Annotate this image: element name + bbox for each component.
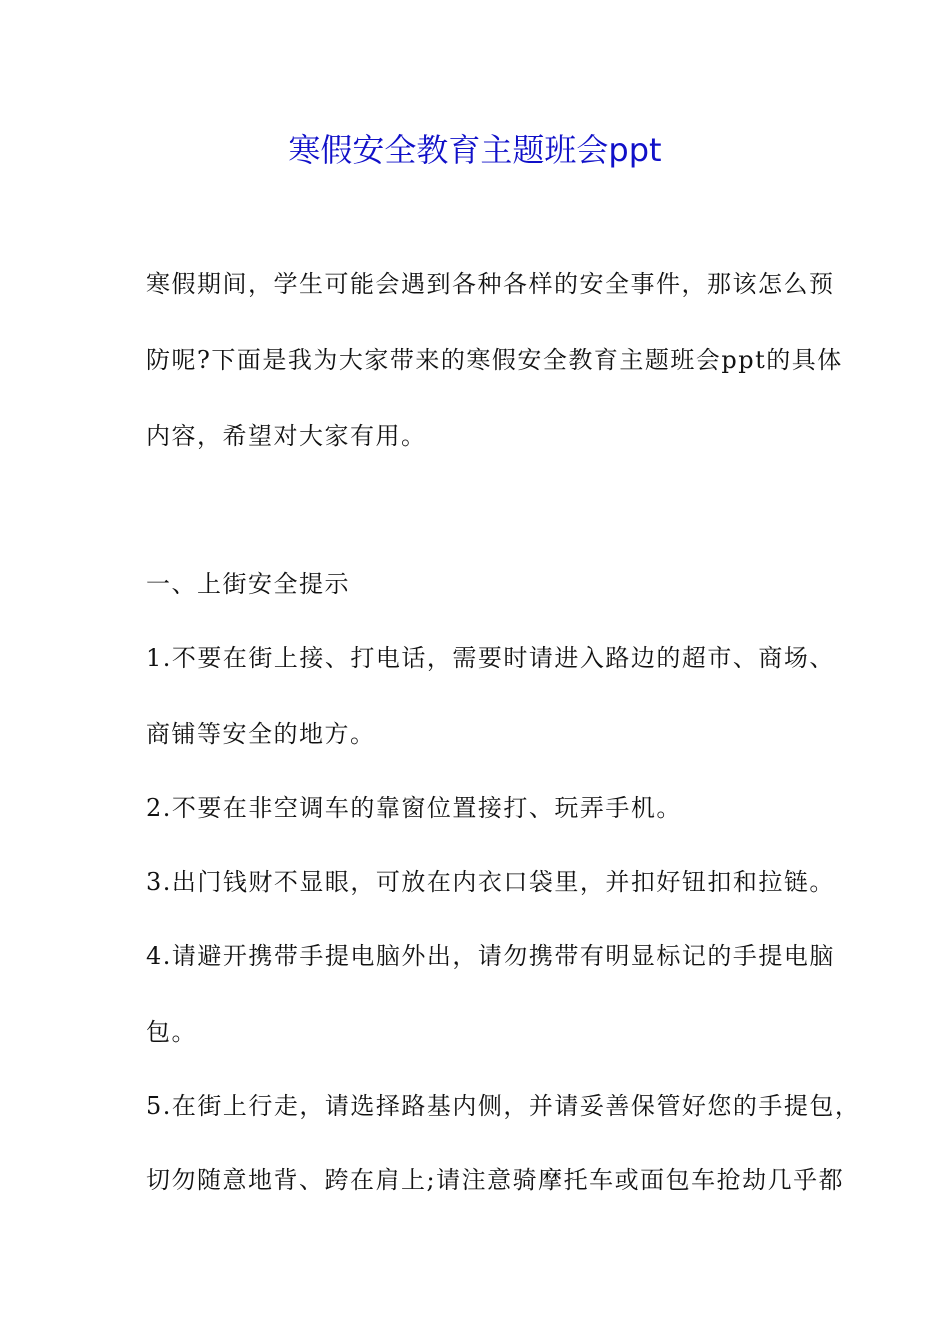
intro-line-2: 防呢?下面是我为大家带来的寒假安全教育主题班会ppt的具体 bbox=[146, 346, 843, 374]
tip-5-line-1: 5.在街上行走，请选择路基内侧，并请妥善保管好您的手提包， bbox=[146, 1092, 861, 1120]
tip-1-line-2: 商铺等安全的地方。 bbox=[146, 720, 376, 748]
intro-line-1: 寒假期间，学生可能会遇到各种各样的安全事件，那该怎么预 bbox=[146, 270, 835, 298]
tip-1-line-1: 1.不要在街上接、打电话，需要时请进入路边的超市、商场、 bbox=[146, 644, 835, 672]
tip-5-line-2: 切勿随意地背、跨在肩上;请注意骑摩托车或面包车抢劫几乎都 bbox=[146, 1166, 845, 1194]
tip-4-line-1: 4.请避开携带手提电脑外出，请勿携带有明显标记的手提电脑 bbox=[146, 942, 835, 970]
intro-line-3: 内容，希望对大家有用。 bbox=[146, 422, 427, 450]
tip-2: 2.不要在非空调车的靠窗位置接打、玩弄手机。 bbox=[146, 794, 682, 822]
tip-3: 3.出门钱财不显眼，可放在内衣口袋里，并扣好钮扣和拉链。 bbox=[146, 868, 835, 896]
document-title: 寒假安全教育主题班会ppt bbox=[288, 131, 662, 169]
section-heading: 一、上街安全提示 bbox=[146, 570, 350, 598]
tip-4-line-2: 包。 bbox=[146, 1018, 197, 1046]
